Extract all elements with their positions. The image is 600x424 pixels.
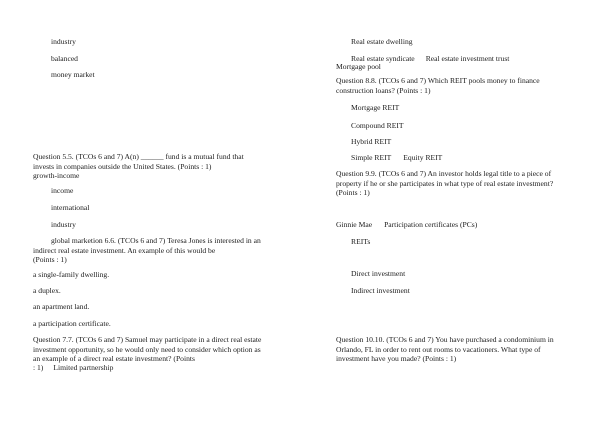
option-real-estate-syndicate: Real estate syndicate xyxy=(351,54,415,63)
question-5: Question 5.5. (TCOs 6 and 7) A(n) ______ fund is a mutual fund that invests in companies outside the United States. (Points : 1) xyxy=(33,152,244,171)
option-participation-certificates: Participation certificates (PCs) xyxy=(384,220,478,229)
options-ginnie-participation xyxy=(336,220,477,230)
option-industry-2: industry xyxy=(51,220,76,229)
option-real-estate-dwelling: Real estate dwelling xyxy=(351,37,413,46)
option-duplex: a duplex. xyxy=(33,286,61,295)
option-single-family: a single-family dwelling. xyxy=(33,270,110,279)
question-6: global marketion 6.6. (TCOs 6 and 7) Teresa Jones is interested in an indirect real estate investment. An example of this would be xyxy=(33,236,261,255)
option-limited-partnership: Limited partnership xyxy=(53,363,114,372)
options-simple-equity xyxy=(351,153,442,163)
option-growth-income: growth-income xyxy=(33,171,80,180)
option-income: income xyxy=(51,186,74,195)
option-compound-reit: Compound REIT xyxy=(351,121,404,130)
option-real-estate-investment-trust: Real estate investment trust xyxy=(425,54,510,63)
option-simple-reit: Simple REIT xyxy=(351,153,392,162)
question-7: Question 7.7. (TCOs 6 and 7) Samuel may participate in a direct real estate investment opportunity, so he would only need to consider which option as an example of a direct real estate investment? (Points xyxy=(33,335,262,364)
option-equity-reit: Equity REIT xyxy=(403,153,443,162)
option-reits: REITs xyxy=(351,237,371,246)
option-balanced: balanced xyxy=(51,54,78,63)
option-hybrid-reit: Hybrid REIT xyxy=(351,137,392,146)
option-mortgage-reit: Mortgage REIT xyxy=(351,103,400,112)
question-7-line-4 xyxy=(33,363,113,373)
question-9: Question 9.9. (TCOs 6 and 7) An investor holds legal title to a piece of property if he or she participates in what type of real estate investment? (Points : 1) xyxy=(336,169,554,198)
option-direct-investment: Direct investment xyxy=(351,269,406,278)
option-indirect-investment: Indirect investment xyxy=(351,286,410,295)
option-international: international xyxy=(51,203,90,212)
option-money-market: money market xyxy=(51,70,95,79)
option-industry: industry xyxy=(51,37,76,46)
question-10: Question 10.10. (TCOs 6 and 7) You have purchased a condominium in Orlando, FL in order to rent out rooms to vacationers. What type of investment have you made? (Points : 1) xyxy=(336,335,554,364)
option-participation-certificate: a participation certificate. xyxy=(33,319,111,328)
question-6-points: (Points : 1) xyxy=(33,255,67,264)
option-apartment: an apartment land. xyxy=(33,302,90,311)
question-8: Question 8.8. (TCOs 6 and 7) Which REIT pools money to finance construction loans? (Points : 1) xyxy=(336,76,540,95)
option-mortgage-pool: Mortgage pool xyxy=(336,62,381,71)
option-ginnie-mae: Ginnie Mae xyxy=(336,220,373,229)
question-7-points: : 1) xyxy=(33,363,44,372)
